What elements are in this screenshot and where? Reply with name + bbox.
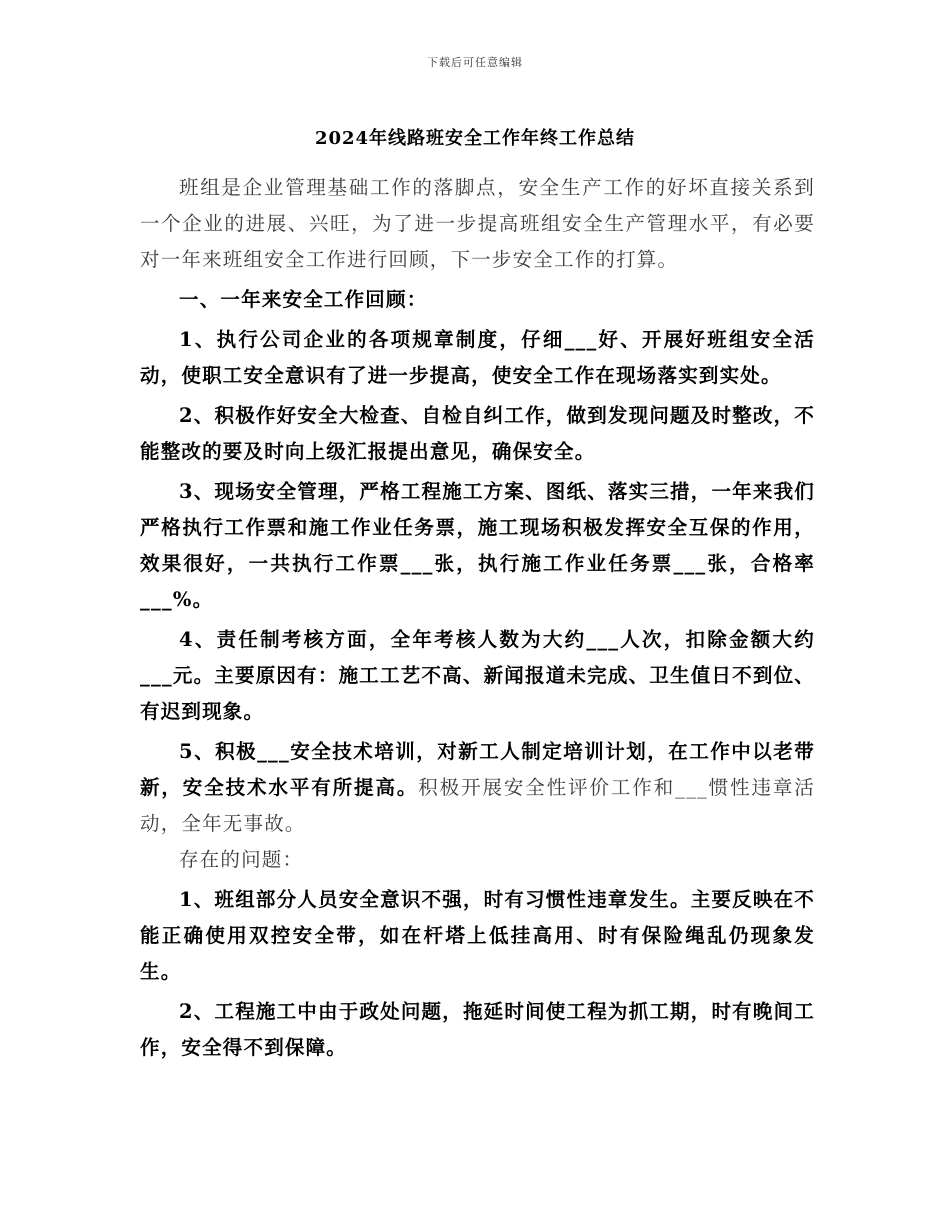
intro-paragraph: 班组是企业管理基础工作的落脚点，安全生产工作的好坏直接关系到一个企业的进展、兴旺，为了进一步提高班组安全生产管理水平，有必要对一年来班组安全工作进行回顾，下一步安全工作的打算。 (140, 176, 815, 271)
review-item-1: 1、执行公司企业的各项规章制度，仔细___好、开展好班组安全活动，使职工安全意识有了进一步提高，使安全工作在现场落实到实处。 (140, 328, 815, 387)
section-heading-problems: 存在的问题： (179, 848, 304, 871)
document-body (140, 170, 815, 1066)
section-heading-review: 一、一年来安全工作回顾： (179, 288, 428, 311)
review-item-5-tail: 积极开展安全性评价工作和___惯性违章活动，全年无事故。 (140, 776, 815, 835)
review-item-5 (140, 734, 815, 842)
review-item-4: 4、责任制考核方面，全年考核人数为大约___人次，扣除金额大约___元。主要原因有：施工工艺不高、新闻报道未完成、卫生值日不到位、有迟到现象。 (140, 628, 815, 723)
problem-item-1: 1、班组部分人员安全意识不强，时有习惯性违章发生。主要反映在不能正确使用双控安全带，如在杆塔上低挂高用、时有保险绳乱仍现象发生。 (140, 888, 815, 983)
document-title: 2024年线路班安全工作年终工作总结 (314, 128, 636, 149)
problem-item-2: 2、工程施工中由于政处问题，拖延时间使工程为抓工期，时有晚间工作，安全得不到保障。 (140, 1000, 815, 1059)
header-note: 下载后可任意编辑 (427, 56, 523, 69)
review-item-2: 2、积极作好安全大检查、自检自纠工作，做到发现问题及时整改，不能整改的要及时向上级汇报提出意见，确保安全。 (140, 404, 815, 463)
review-item-3: 3、现场安全管理，严格工程施工方案、图纸、落实三措，一年来我们严格执行工作票和施工作业任务票，施工现场积极发挥安全互保的作用，效果很好，一共执行工作票___张，执行施工作业任务票___张，合格率___%。 (140, 480, 815, 611)
review-item-5-main: 5、积极___安全技术培训，对新工人制定培训计划，在工作中以老带新，安全技术水平有所提高。 (140, 740, 815, 799)
